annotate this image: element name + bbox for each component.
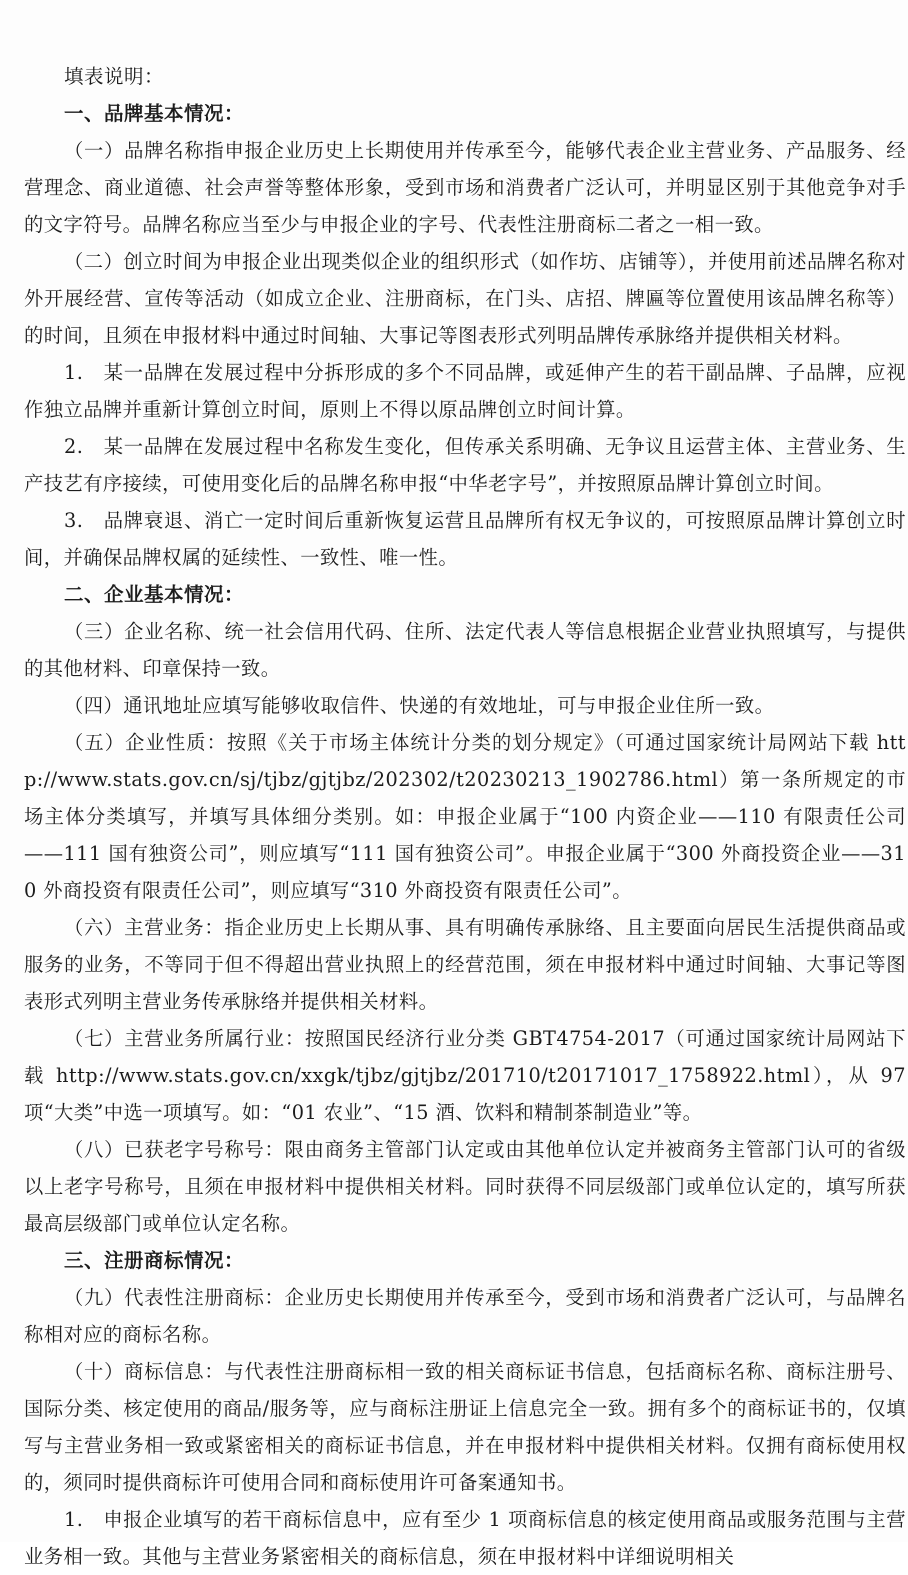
section-heading-trademark: 三、注册商标情况： — [64, 1249, 245, 1272]
paragraph-brand-name: （一）品牌名称指申报企业历史上长期使用并传承至今，能够代表企业主营业务、产品服务、经营理念、商业道德、社会声誉等整体形象，受到市场和消费者广泛认可，并明显区别于其他竞争对手的文字符号。品牌名称应当至少与申报企业的字号、代表性注册商标二者之一相一致。 — [24, 139, 906, 236]
paragraph-titles-obtained: （八）已获老字号称号：限由商务主管部门认定或由其他单位认定并被商务主管部门认可的省级以上老字号称号，且须在申报材料中提供相关材料。同时获得不同层级部门或单位认定的，填写所获最高层级部门或单位认定名称。 — [24, 1138, 906, 1235]
section-heading-brand: 一、品牌基本情况： — [64, 102, 245, 125]
paragraph-trademark-info: （十）商标信息：与代表性注册商标相一致的相关商标证书信息，包括商标名称、商标注册号、国际分类、核定使用的商品/服务等，应与商标注册证上信息完全一致。拥有多个的商标证书的，仅填写与主营业务相一致或紧密相关的商标证书信息，并在申报材料中提供相关材料。仅拥有商标使用权的，须同时提供商标许可使用合同和商标使用许可备案通知书。 — [24, 1360, 906, 1494]
paragraph-industry: （七）主营业务所属行业：按照国民经济行业分类 GBT4754-2017（可通过国家统计局网站下载 http://www.stats.gov.cn/xxgk/tjbz/gjtjbz/201710/t20171017_1758922.html），从 97 项“大类”中选一项填写。如：“01 农业”、“15 酒、饮料和精制茶制造业”等。 — [24, 1027, 906, 1124]
paragraph-enterprise-nature: （五）企业性质：按照《关于市场主体统计分类的划分规定》（可通过国家统计局网站下载 http://www.stats.gov.cn/sj/tjbz/gjtjbz/202302/t20230213_1902786.html）第一条所规定的市场主体分类填写，并填写具体细分类别。如：申报企业属于“100 内资企业——110 有限责任公司——111 国有独资公司”，则应填写“111 国有独资公司”。申报企业属于“300 外商投资企业——310 外商投资有限责任公司”，则应填写“310 外商投资有限责任公司”。 — [24, 731, 906, 902]
paragraph-item-3: 3. 品牌衰退、消亡一定时间后重新恢复运营且品牌所有权无争议的，可按照原品牌计算创立时间，并确保品牌权属的延续性、一致性、唯一性。 — [24, 509, 906, 569]
section-heading-enterprise: 二、企业基本情况： — [64, 583, 245, 606]
paragraph-enterprise-name: （三）企业名称、统一社会信用代码、住所、法定代表人等信息根据企业营业执照填写，与提供的其他材料、印章保持一致。 — [24, 620, 906, 680]
paragraph-founding-time: （二）创立时间为申报企业出现类似企业的组织形式（如作坊、店铺等），并使用前述品牌名称对外开展经营、宣传等活动（如成立企业、注册商标，在门头、店招、牌匾等位置使用该品牌名称等）的时间，且须在申报材料中通过时间轴、大事记等图表形式列明品牌传承脉络并提供相关材料。 — [24, 250, 906, 347]
paragraph-representative-trademark: （九）代表性注册商标：企业历史长期使用并传承至今，受到市场和消费者广泛认可，与品牌名称相对应的商标名称。 — [24, 1286, 906, 1346]
paragraph-main-business: （六）主营业务：指企业历史上长期从事、具有明确传承脉络、且主要面向居民生活提供商品或服务的业务，不等同于但不得超出营业执照上的经营范围，须在申报材料中通过时间轴、大事记等图表形式列明主营业务传承脉络并提供相关材料。 — [24, 916, 906, 1013]
document-body — [24, 58, 906, 1575]
document-title: 填表说明： — [64, 65, 165, 88]
paragraph-item-2: 2. 某一品牌在发展过程中名称发生变化，但传承关系明确、无争议且运营主体、主营业务、生产技艺有序接续，可使用变化后的品牌名称申报“中华老字号”，并按照原品牌计算创立时间。 — [24, 435, 906, 495]
paragraph-mailing-address: （四）通讯地址应填写能够收取信件、快递的有效地址，可与申报企业住所一致。 — [64, 694, 775, 717]
paragraph-item-1: 1. 某一品牌在发展过程中分拆形成的多个不同品牌，或延伸产生的若干副品牌、子品牌，应视作独立品牌并重新计算创立时间，原则上不得以原品牌创立时间计算。 — [24, 361, 906, 421]
paragraph-trademark-item-1: 1. 申报企业填写的若干商标信息中，应有至少 1 项商标信息的核定使用商品或服务范围与主营业务相一致。其他与主营业务紧密相关的商标信息，须在申报材料中详细说明相关 — [24, 1508, 906, 1568]
